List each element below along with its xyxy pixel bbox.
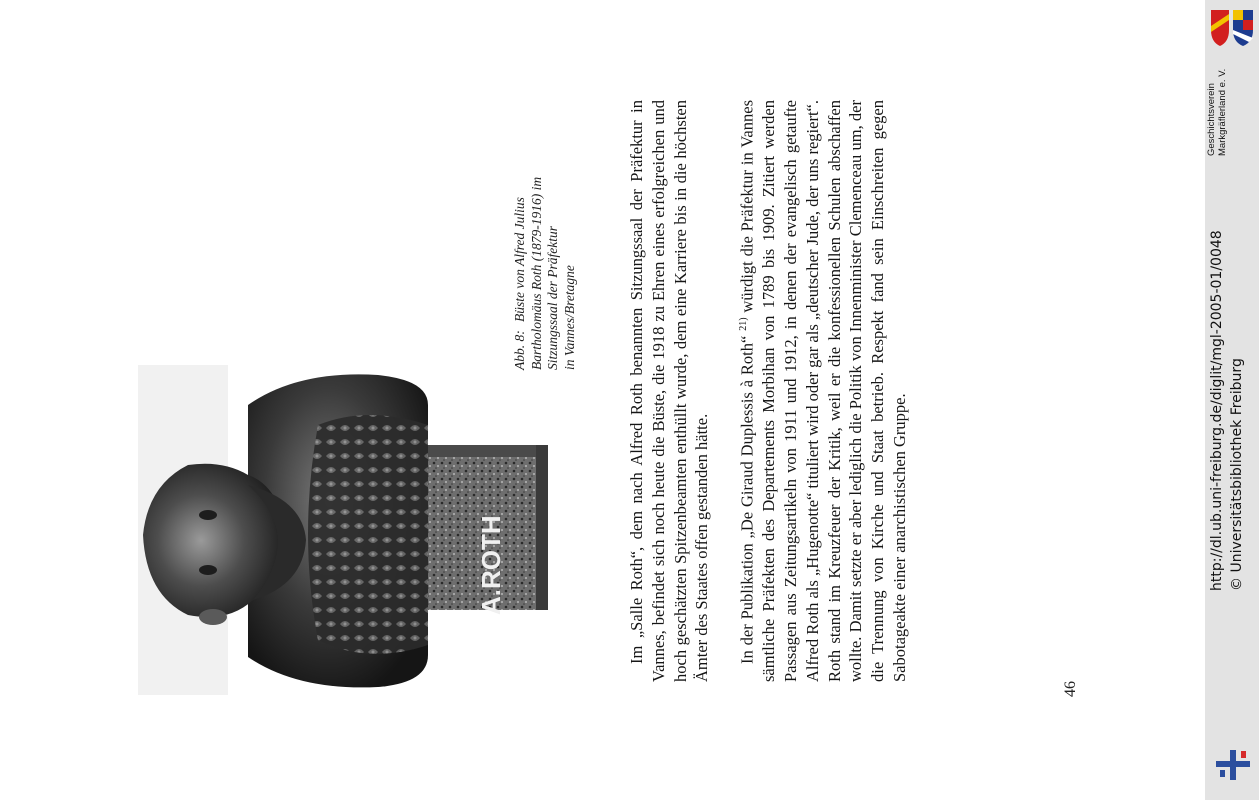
society-line: Geschichtsverein xyxy=(1206,83,1217,156)
paragraph-text: würdigt die Präfektur in Vannes sämtliche Präfekten des Departements Morbihan von 1789 bis 1909. Zitiert werden Passagen aus Zeitungsartikeln von 1911 und 1912, in denen der evangelisch getaufte Alfred Roth als „Hugenotte“ tituliert wird oder gar als „deutscher Jude, der uns regiert“. Roth stand im Kreuzfeuer der Kritik, weil er die konfessionellen Schulen abschaffen wollte. Damit setzte er aber lediglich die Politik von Innenminister Clemenceau um, der die Trennung von Kirche und Staat betrieb. Respekt fand sein Einschreiten gegen Sabotageakte einer anarchistischen Gruppe. xyxy=(737,100,910,682)
footnote-reference: 21) xyxy=(738,317,749,331)
ub-freiburg-logo-icon xyxy=(1214,748,1252,782)
viewer-sidebar xyxy=(1205,0,1259,800)
figure-caption xyxy=(512,177,578,370)
caption-line: Bartholomäus Roth (1879-1916) im xyxy=(528,176,544,370)
bust-photo xyxy=(128,365,554,695)
caption-line: in Vannes/Bretagne xyxy=(561,265,577,370)
body-paragraph xyxy=(733,100,911,682)
caption-label: Abb. 8: xyxy=(512,330,527,370)
plinth-inscription: A.ROTH xyxy=(476,515,506,615)
paragraph-text: Im „Salle Roth“, dem nach Alfred Roth benannten Sitzungssaal der Präfektur in Vannes, befindet sich noch heute die Büste, die 1918 zu Ehren eines erfolgreichen und hoch geschätzten Spitzenbeamten enthüllt wurde, dem eine Karriere bis in die höchsten Ämter des Staates offen gestanden hätte. xyxy=(627,100,712,682)
coat-of-arms-icon xyxy=(1209,8,1255,48)
permalink[interactable]: http://dl.ub.uni-freiburg.de/diglit/mgl-2005-01/0048 xyxy=(1209,230,1225,591)
society-name xyxy=(1206,69,1228,156)
body-paragraph xyxy=(626,100,713,682)
caption-line: Büste von Alfred Julius xyxy=(512,197,527,322)
caption-line: Sitzungssaal der Präfektur xyxy=(545,226,560,370)
copyright-notice: © Universitätsbibliothek Freiburg xyxy=(1229,358,1245,591)
citation-block xyxy=(1209,230,1246,591)
paragraph-text: In der Publikation „De Giraud Duplessis à Roth“ xyxy=(737,335,757,664)
page-number: 46 xyxy=(1062,681,1079,697)
society-line: Markgräflerland e. V. xyxy=(1217,68,1228,156)
